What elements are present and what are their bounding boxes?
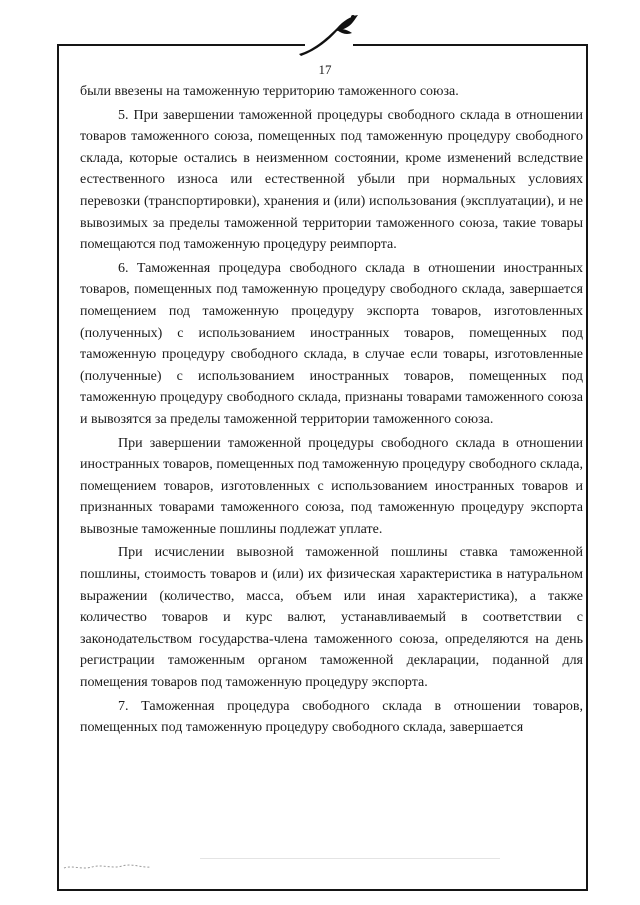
quill-emblem-icon [295, 10, 365, 60]
page-number: 17 [318, 62, 332, 77]
paragraph-continuation: были ввезены на таможенную территорию таможенного союза. [80, 84, 459, 99]
paragraph-export-duties: При завершении таможенной процедуры свободного склада в отношении иностранных товаров, помещенных под таможенную процедуру свободного склада, помещением товаров, изготовленных с использованием иностранных товаров и признанных товарами таможенного союза, под таможенную процедуру экспорта вывозные таможенные пошлины подлежат уплате. [80, 435, 583, 537]
document-body [80, 81, 583, 739]
paragraph-duty-calculation: При исчислении вывозной таможенной пошлины ставка таможенной пошлины, стоимость товаров и (или) их физическая характеристика в натуральном выражении (количество, масса, объем или иная характеристика), а также количество товаров и курс валют, устанавливаемый в соответствии с законодательством государства-члена таможенного союза, определяются на день регистрации таможенным органом таможенной декларации, поданной для помещения товаров под таможенную процедуру экспорта. [80, 545, 583, 691]
scan-artifact-line [200, 858, 500, 859]
paragraph-item-5: 5. При завершении таможенной процедуры свободного склада в отношении товаров таможенного союза, помещенных под таможенную процедуру свободного склада, которые остались в неизменном состоянии, кроме изменений вследствие естественного износа или естественной убыли при нормальных условиях перевозки (транспортировки), хранения и (или) использования (эксплуатации), и не вывозимых за пределы таможенной территории таможенного союза, такие товары помещаются под таможенную процедуру реимпорта. [80, 107, 583, 253]
paragraph-item-6: 6. Таможенная процедура свободного склада в отношении иностранных товаров, помещенных под таможенную процедуру свободного склада, завершается помещением под таможенную процедуру экспорта товаров, изготовленных (полученных) с использованием иностранных товаров, помещенных под таможенную процедуру свободного склада, в случае если товары, изготовленные (полученные) с использованием иностранных товаров, помещенных под таможенную процедуру свободного склада, признаны товарами таможенного союза и вывозятся за пределы таможенной территории таможенного союза. [80, 260, 583, 427]
paragraph-item-7: 7. Таможенная процедура свободного склада в отношении товаров, помещенных под таможенную процедуру свободного склада, завершается [80, 698, 583, 736]
scan-smudge [62, 862, 152, 872]
